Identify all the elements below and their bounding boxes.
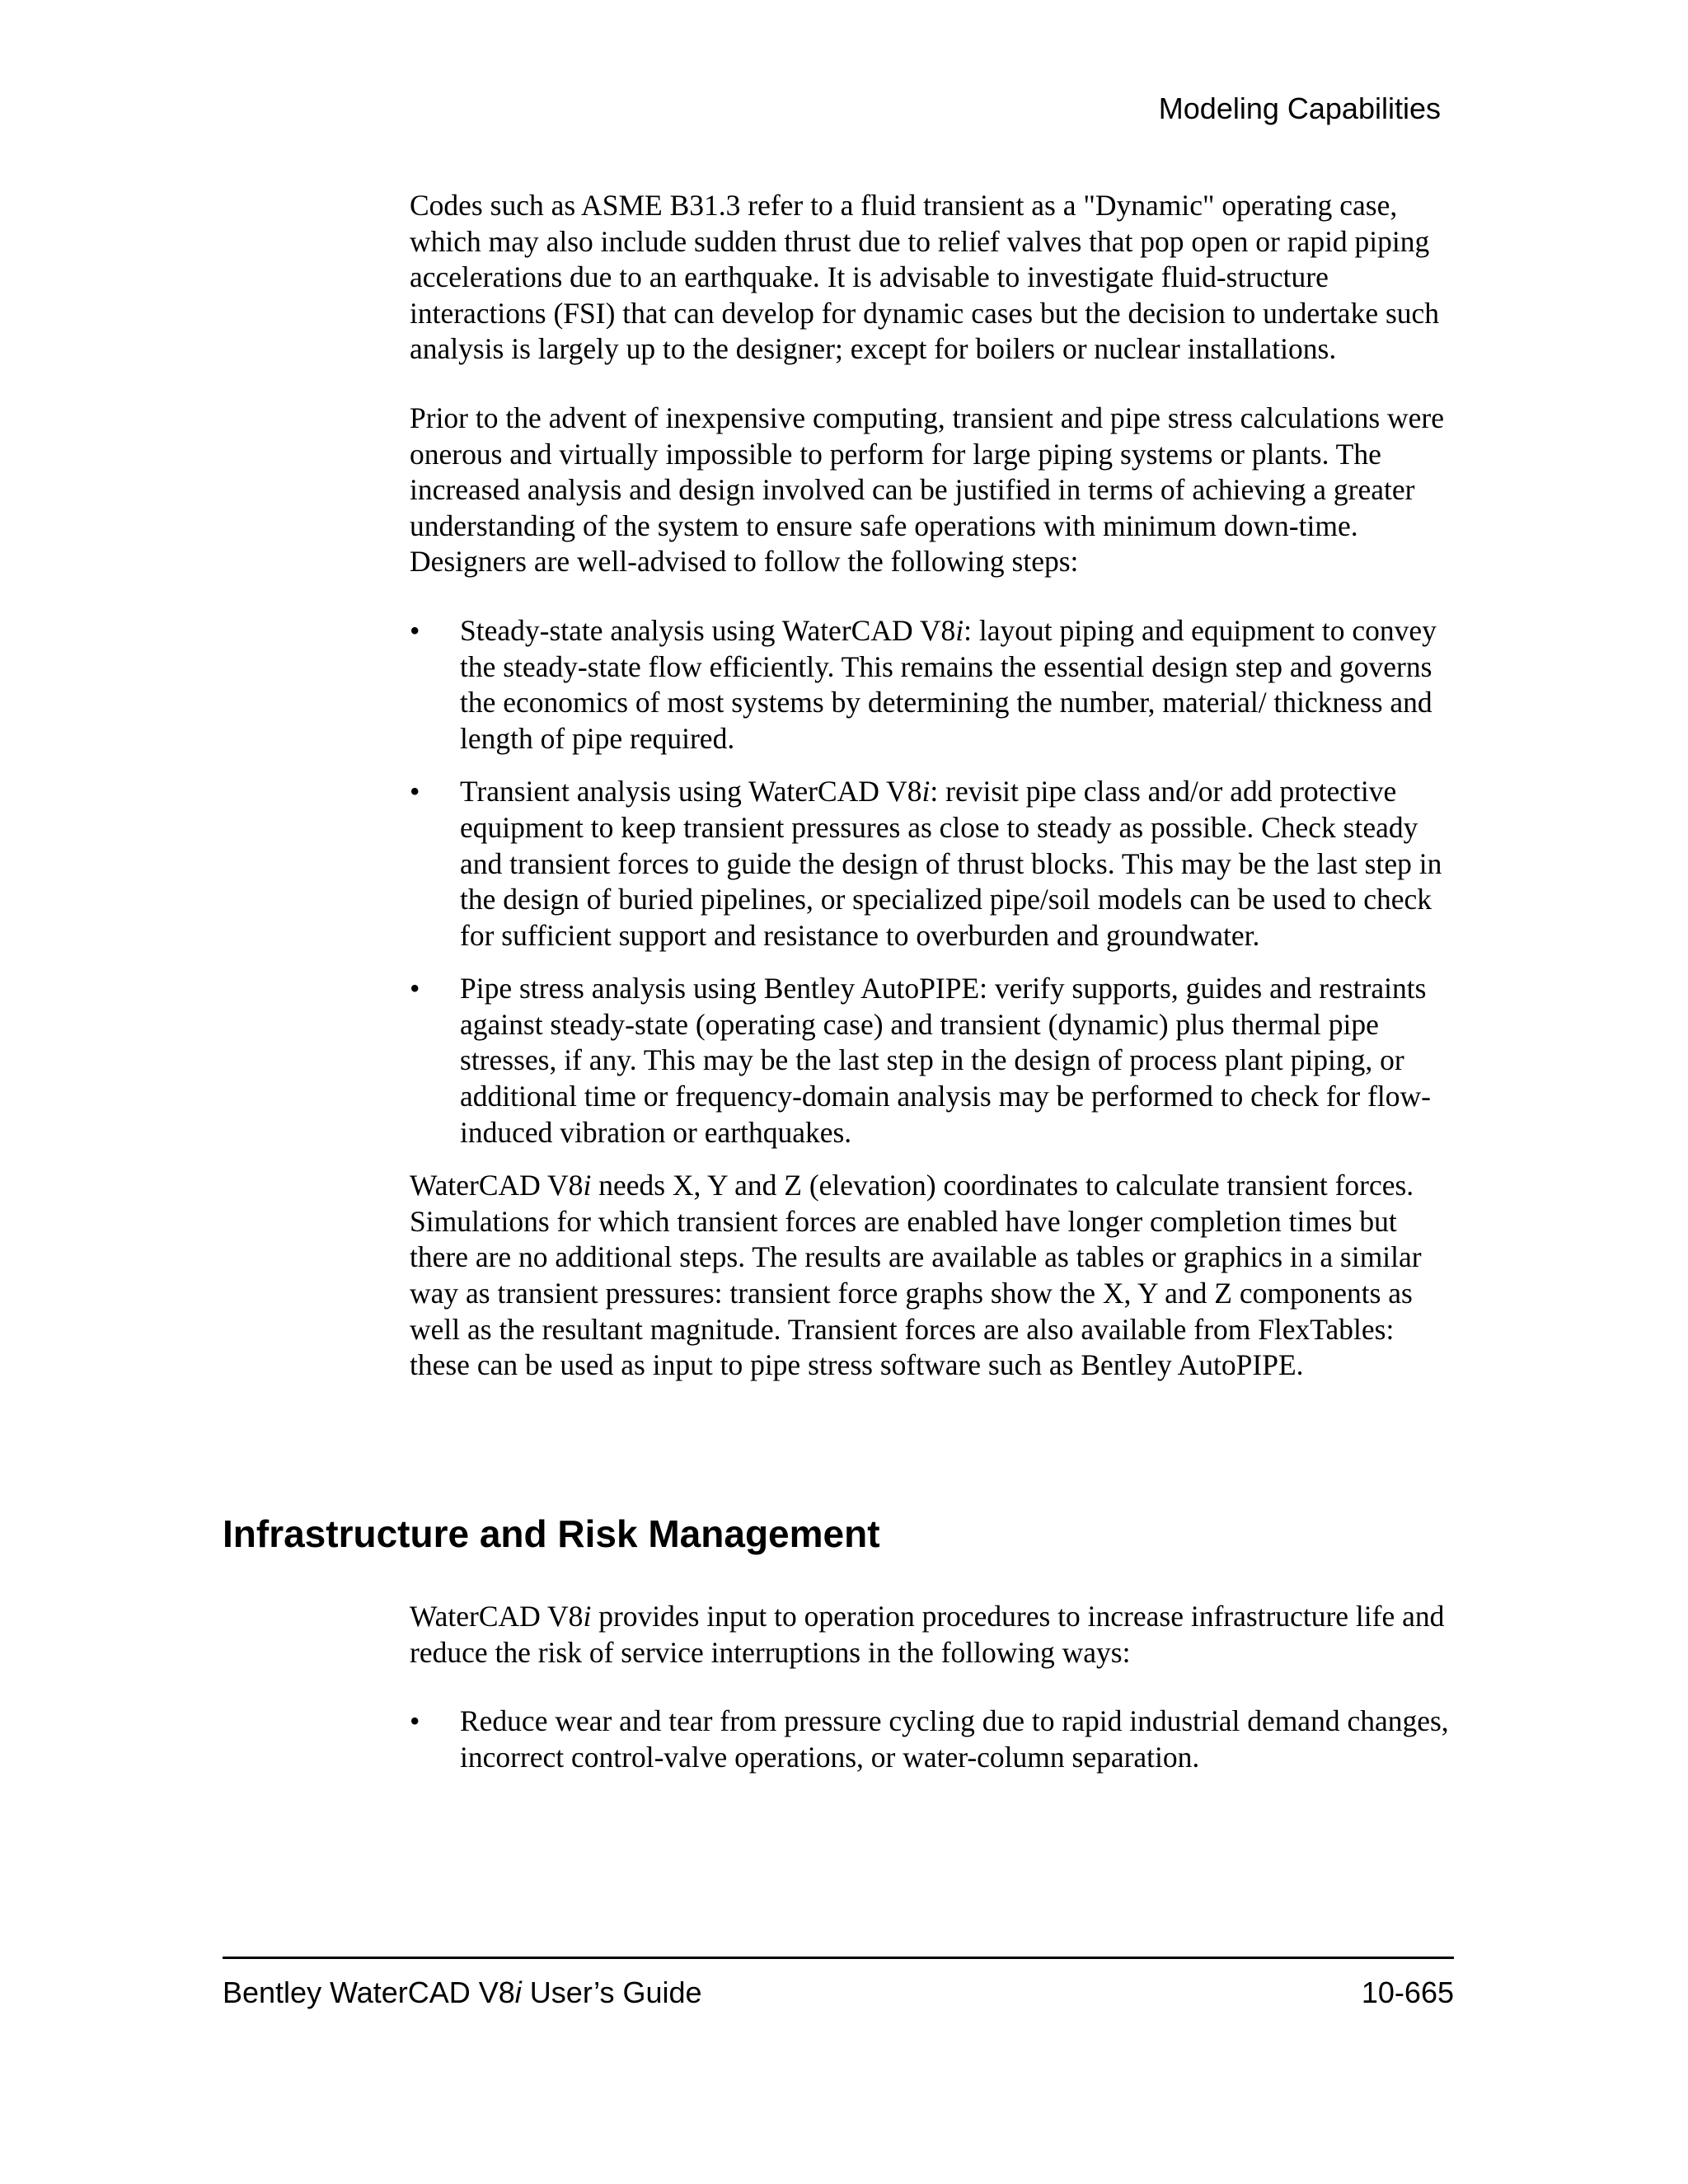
list-item	[410, 1704, 1461, 1775]
main-content	[410, 188, 1461, 1384]
footer-divider	[223, 1957, 1454, 1959]
section-intro-paragraph: WaterCAD V8i provides input to operation procedures to increase infrastructure life and reduce the risk of service interruptions in the following ways:	[410, 1600, 1445, 1669]
section-content	[410, 1599, 1461, 1793]
paragraph-asme-codes: Codes such as ASME B31.3 refer to a fluid transient as a "Dynamic" operating case, which may also include sudden thrust due to relief valves that pop open or rapid piping accelerations due to an earthquake. It is advisable to investigate fluid-structure interactions (FSI) that can develop for dynamic cases but the decision to undertake such analysis is largely up to the designer; except for boilers or nuclear installations.	[410, 189, 1440, 366]
footer-guide-title: Bentley WaterCAD V8i User’s Guide	[223, 1975, 702, 2009]
step-transient-text: Transient analysis using WaterCAD V8i: revisit pipe class and/or add protective equipment to keep transient pressures as close to steady as possible. Check steady and transient forces to guide the design of thrust blocks. This may be the last step in the design of buried pipelines, or specialized pipe/soil models can be used to check for sufficient support and resistance to overburden and groundwater.	[460, 775, 1442, 952]
paragraph-transient-forces: WaterCAD V8i needs X, Y and Z (elevation) coordinates to calculate transient forces. Simulations for which transient forces are enabled have longer completion times but there are no additional steps. The results are available as tables or graphics in a similar way as transient pressures: transient force graphs show the X, Y and Z components as well as the resultant magnitude. Transient forces are also available from FlexTables: these can be used as input to pipe stress software such as Bentley AutoPIPE.	[410, 1169, 1422, 1382]
section-heading: Infrastructure and Risk Management	[223, 1512, 880, 1555]
list-item	[410, 971, 1461, 1151]
risk-management-list	[410, 1704, 1461, 1775]
risk-item-text: Reduce wear and tear from pressure cycling due to rapid industrial demand changes, incorrect control-valve operations, or water-column separation.	[460, 1704, 1449, 1774]
running-header: Modeling Capabilities	[1158, 91, 1441, 125]
paragraph-prior-computing: Prior to the advent of inexpensive computing, transient and pipe stress calculations were onerous and virtually impossible to perform for large piping systems or plants. The increased analysis and design involved can be justified in terms of achieving a greater understanding of the system to ensure safe operations with minimum down-time. Designers are well-advised to follow the following steps:	[410, 401, 1444, 579]
design-steps-list	[410, 613, 1461, 1151]
list-item	[410, 613, 1461, 757]
bullet-icon: •	[410, 1704, 420, 1738]
step-steady-state-text: Steady-state analysis using WaterCAD V8i: layout piping and equipment to convey the steady-state flow efficiently. This remains the essential design step and governs the economics of most systems by determining the number, material/ thickness and length of pipe required.	[460, 613, 1437, 755]
bullet-icon: •	[410, 775, 420, 808]
step-pipe-stress-text: Pipe stress analysis using Bentley AutoPIPE: verify supports, guides and restraints against steady-state (operating case) and transient (dynamic) plus thermal pipe stresses, if any. This may be the last step in the design of process plant piping, or additional time or frequency-domain analysis may be performed to check for flow-induced vibration or earthquakes.	[460, 972, 1431, 1149]
list-item	[410, 774, 1461, 954]
bullet-icon: •	[410, 972, 420, 1005]
bullet-icon: •	[410, 613, 420, 647]
page-number: 10-665	[1361, 1975, 1454, 2009]
